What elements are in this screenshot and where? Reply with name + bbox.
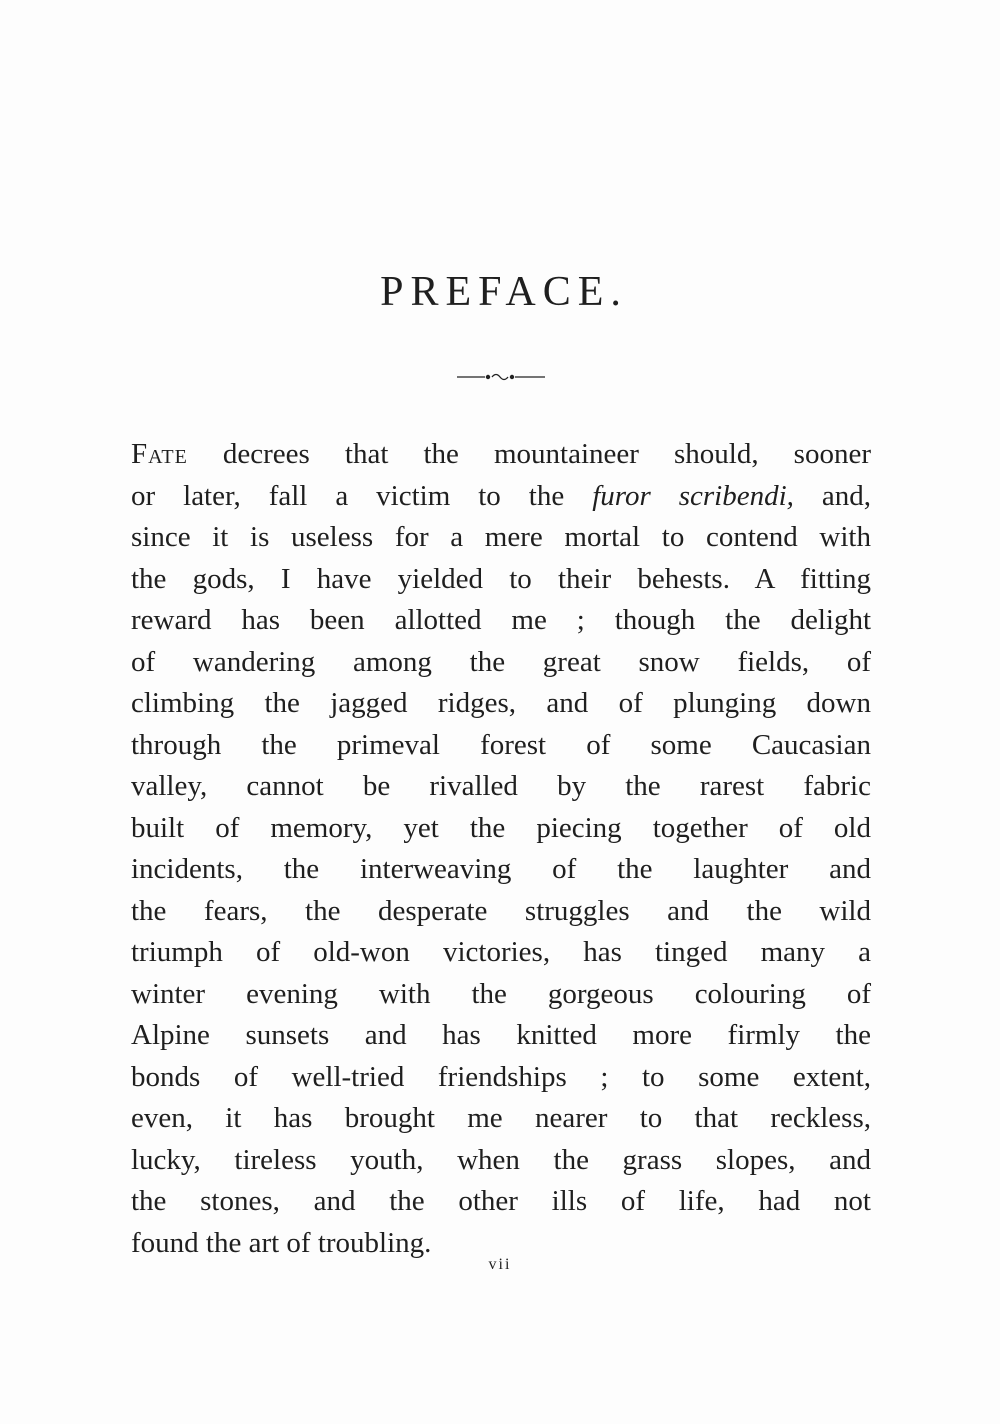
line-text: or later, fall a victim to the <box>131 479 593 512</box>
text-line: bonds of well-tried friendships ; to some extent, <box>131 1060 871 1093</box>
text-line: found the art of troubling. <box>131 1226 432 1259</box>
text-line: through the primeval forest of some Caucasian <box>131 728 871 761</box>
text-line: climbing the jagged ridges, and of plunging down <box>131 687 871 719</box>
text-line: of wandering among the great snow fields, of <box>131 645 871 678</box>
lead-word: Fate <box>131 438 188 470</box>
latin-phrase: furor scribendi, <box>592 479 794 512</box>
text-line: triumph of old-won victories, has tinged many a <box>131 936 871 968</box>
text-line: incidents, the interweaving of the laughter and <box>131 853 871 885</box>
preface-paragraph <box>131 434 871 1264</box>
page-title: PREFACE. <box>380 269 628 315</box>
text-line: valley, cannot be rivalled by the rarest fabric <box>131 770 871 802</box>
text-line: built of memory, yet the piecing together of old <box>131 811 871 844</box>
line-text: decrees that the mountaineer should, sooner <box>187 438 871 470</box>
text-line: lucky, tireless youth, when the grass slopes, and <box>131 1143 871 1176</box>
page-number: vii <box>488 1256 512 1273</box>
text-line: Alpine sunsets and has knitted more firmly the <box>131 1019 871 1051</box>
text-line: even, it has brought me nearer to that reckless, <box>131 1102 871 1134</box>
rule-ornament-icon <box>455 368 547 386</box>
text-line: the gods, I have yielded to their behests. A fitting <box>131 562 871 595</box>
text-line: winter evening with the gorgeous colouring of <box>131 977 871 1010</box>
text-line <box>131 434 871 476</box>
line-text: and, <box>793 479 872 512</box>
text-line: since it is useless for a mere mortal to contend with <box>131 521 871 553</box>
text-line <box>131 476 871 518</box>
text-line: reward has been allotted me ; though the delight <box>131 604 871 636</box>
text-line: the fears, the desperate struggles and the wild <box>131 894 871 927</box>
text-line: the stones, and the other ills of life, had not <box>131 1185 871 1217</box>
